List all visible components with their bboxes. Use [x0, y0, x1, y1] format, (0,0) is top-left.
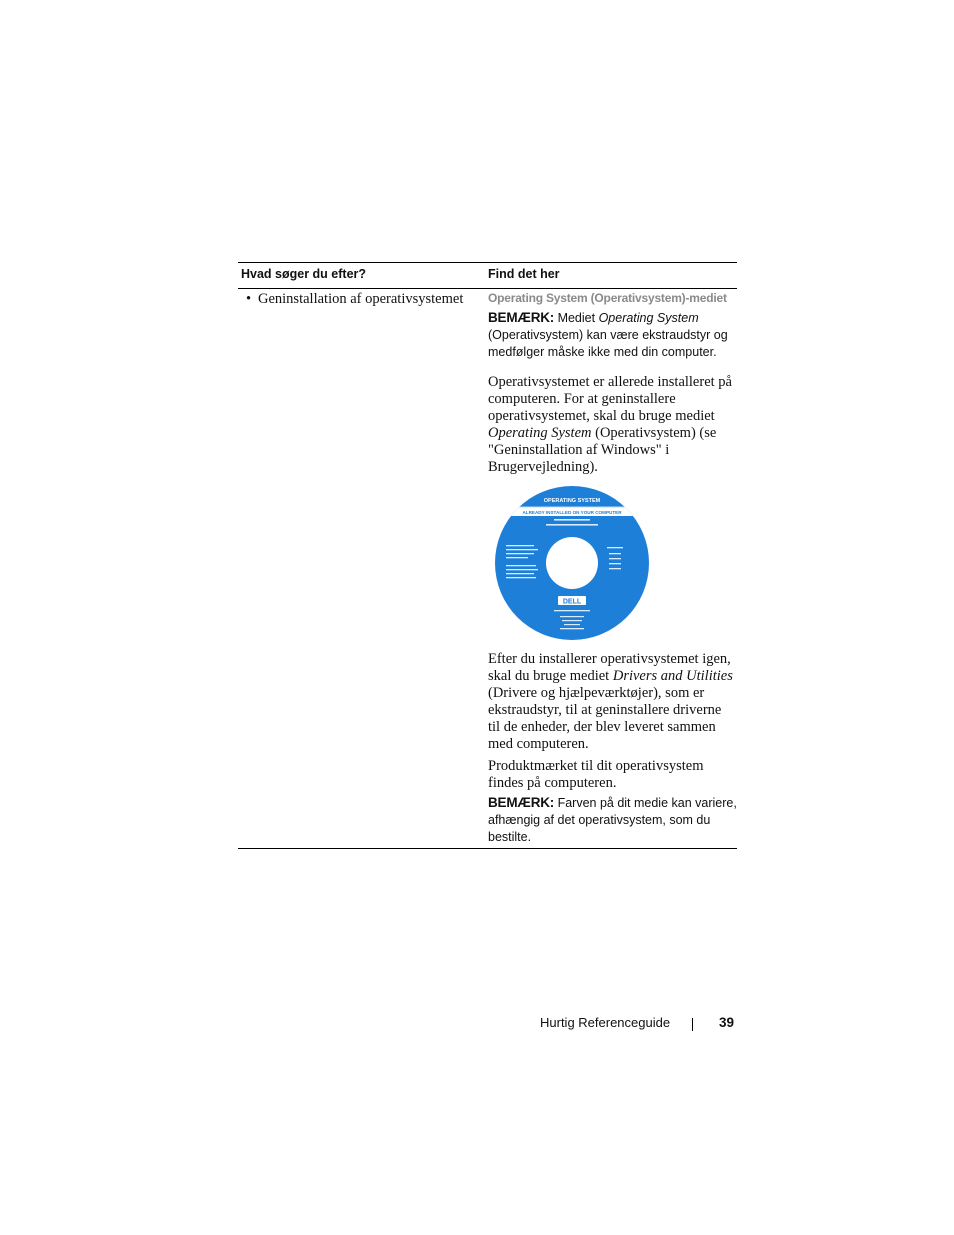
paragraph-reinstall: Operativsystemet er allerede installeret på computeren. For at geninstallere operativsystemet, skal du bruge mediet Operating System (Operativsystem) (se "Geninstallation af Windows" i Brugervejledning).	[488, 374, 732, 475]
dell-logo: DELL	[562, 598, 582, 606]
left-item-text: Geninstallation af operativsystemet	[258, 291, 464, 307]
footer-separator	[692, 1018, 693, 1031]
header-find-it-here: Find det her	[488, 267, 560, 281]
note-media-color: BEMÆRK: Farven på dit medie kan variere, afhængig af det operativsystem, som du bestilte.	[488, 795, 737, 844]
page-number: 39	[719, 1015, 735, 1030]
header-what-looking-for: Hvad søger du efter?	[241, 267, 367, 281]
section-title: Operating System (Operativsystem)-mediet	[488, 291, 727, 305]
operating-system-cd-image	[494, 485, 650, 641]
cd-band-bottom-text: ALREADY INSTALLED ON YOUR COMPUTER	[522, 510, 622, 515]
cd-center-hole	[546, 537, 598, 589]
paragraph-drivers: Efter du installerer operativsystemet igen, skal du bruge mediet Drivers and Utilities (Drivere og hjælpeværktøjer), som er ekstraudstyr, til at geninstallere driverne til de enheder, der blev leveret sammen med computeren.	[488, 651, 733, 752]
note-label: BEMÆRK:	[488, 310, 555, 325]
note-optional-media: BEMÆRK: Mediet Operating System (Operativsystem) kan være ekstraudstyr og medfølger måske ikke med din computer.	[488, 310, 728, 359]
cd-band-top-text: OPERATING SYSTEM	[543, 498, 601, 504]
table-bottom-rule	[238, 848, 737, 849]
note-label: BEMÆRK:	[488, 795, 555, 810]
bullet: •	[246, 291, 252, 307]
footer-title: Hurtig Referenceguide	[540, 1015, 671, 1030]
right-cell	[488, 291, 737, 846]
table-top-rule	[238, 262, 737, 263]
table-header-rule	[238, 288, 737, 289]
left-cell	[246, 291, 463, 308]
paragraph-product-key: Produktmærket til dit operativsystem findes på computeren.	[488, 758, 704, 791]
